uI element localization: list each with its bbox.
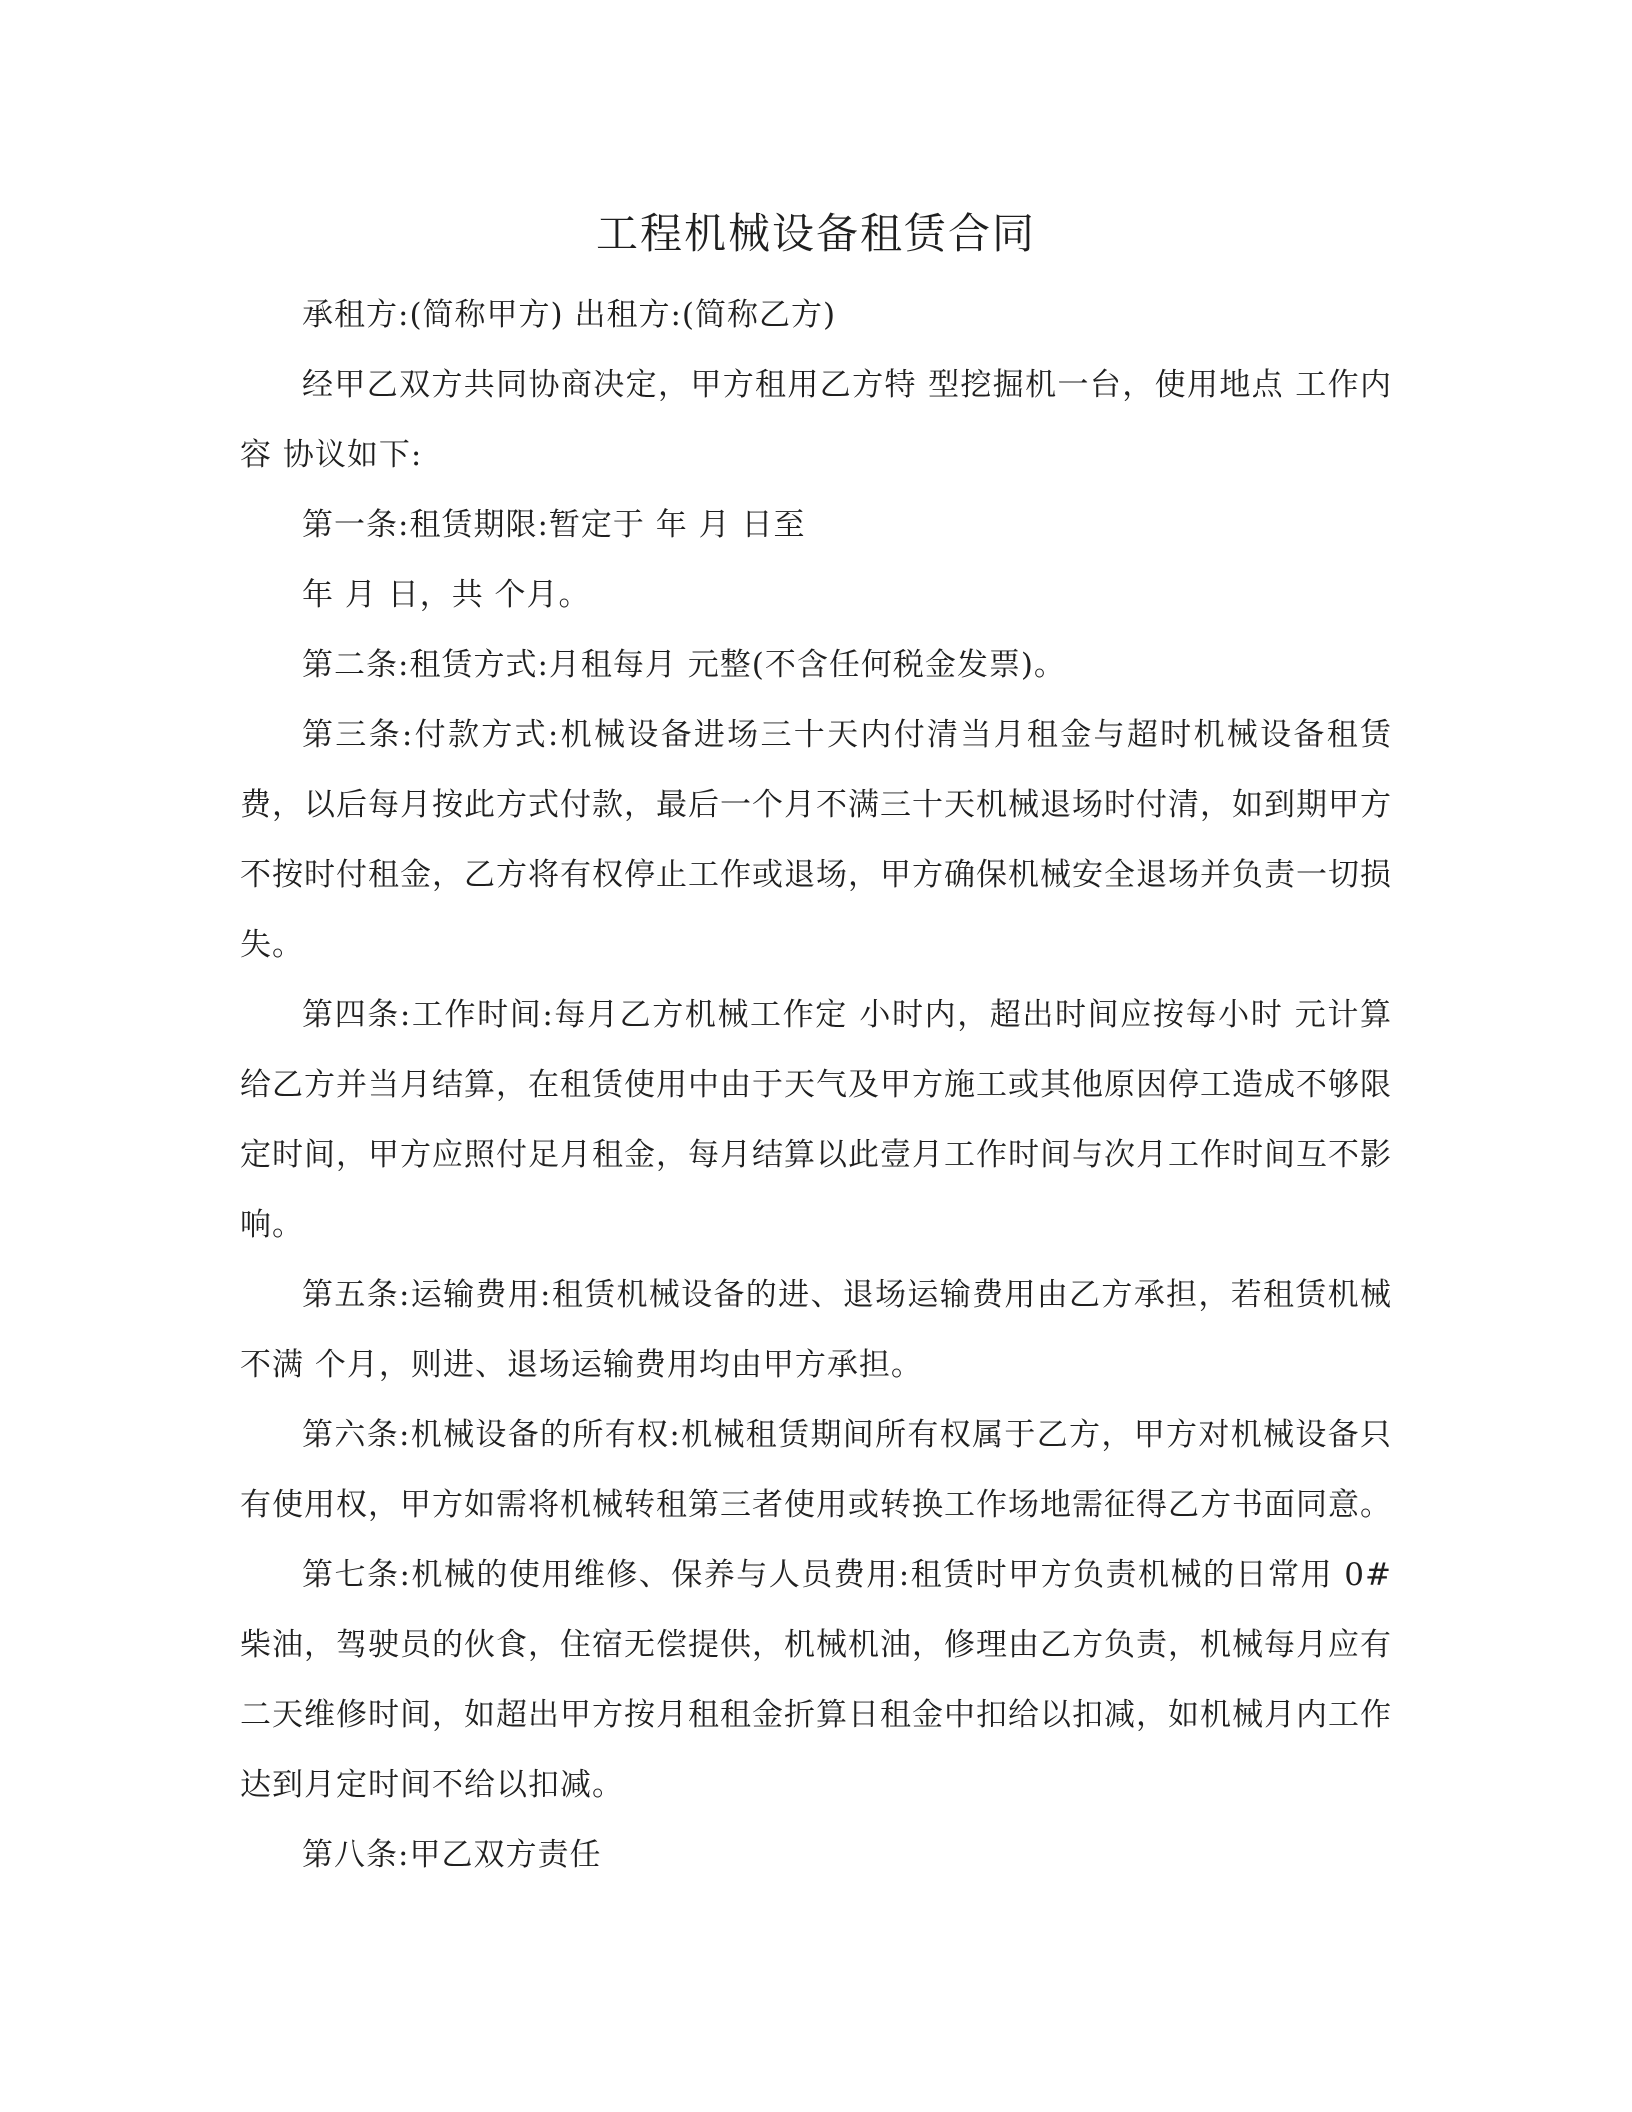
paragraph-article-5: 第五条:运输费用:租赁机械设备的进、退场运输费用由乙方承担，若租赁机械不满 个月，则进、退场运输费用均由甲方承担。 bbox=[240, 1277, 1392, 1383]
paragraph-article-2: 第二条:租赁方式:月租每月 元整(不含任何税金发票)。 bbox=[302, 647, 1066, 683]
paragraph-article-4: 第四条:工作时间:每月乙方机械工作定 小时内，超出时间应按每小时 元计算给乙方并当月结算，在租赁使用中由于天气及甲方施工或其他原因停工造成不够限定时间，甲方应照付足月租金，每月结算以此壹月工作时间与次月工作时间互不影响。 bbox=[240, 997, 1392, 1243]
document-title: 工程机械设备租赁合同 bbox=[595, 209, 1036, 258]
paragraph-article-8: 第八条:甲乙双方责任 bbox=[302, 1837, 602, 1873]
paragraph-agreement: 经甲乙双方共同协商决定，甲方租用乙方特 型挖掘机一台，使用地点 工作内容 协议如下: bbox=[240, 367, 1392, 473]
paragraph-article-6: 第六条:机械设备的所有权:机械租赁期间所有权属于乙方，甲方对机械设备只有使用权，甲方如需将机械转租第三者使用或转换工作场地需征得乙方书面同意。 bbox=[240, 1417, 1392, 1523]
paragraph-article-1: 第一条:租赁期限:暂定于 年 月 日至 bbox=[302, 507, 806, 543]
paragraph-article-1-continued: 年 月 日，共 个月。 bbox=[302, 577, 591, 613]
paragraph-parties: 承租方:(简称甲方) 出租方:(简称乙方) bbox=[302, 297, 837, 333]
paragraph-article-3: 第三条:付款方式:机械设备进场三十天内付清当月租金与超时机械设备租赁费，以后每月按此方式付款，最后一个月不满三十天机械退场时付清，如到期甲方不按时付租金，乙方将有权停止工作或退场，甲方确保机械安全退场并负责一切损失。 bbox=[240, 717, 1392, 963]
document-body bbox=[240, 280, 1392, 1890]
paragraph-article-7: 第七条:机械的使用维修、保养与人员费用:租赁时甲方负责机械的日常用 0#柴油，驾驶员的伙食，住宿无偿提供，机械机油，修理由乙方负责，机械每月应有二天维修时间，如超出甲方按月租租金折算日租金中扣给以扣减，如机械月内工作达到月定时间不给以扣减。 bbox=[240, 1557, 1392, 1803]
